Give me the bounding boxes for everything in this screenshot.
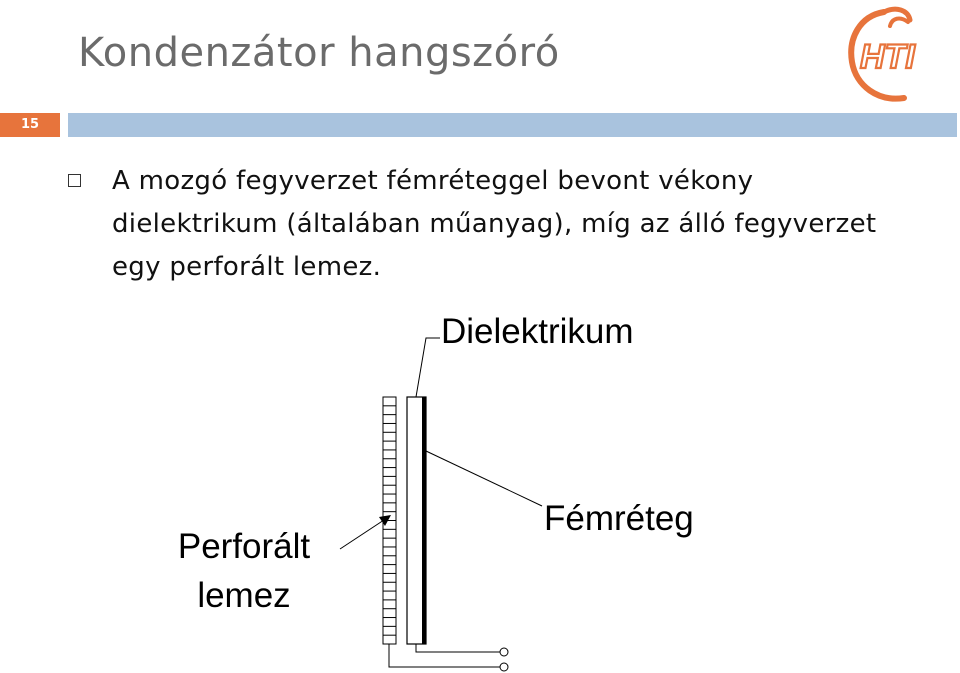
plate-wire	[389, 644, 500, 667]
membrane-wire	[416, 644, 500, 652]
terminal-top	[500, 648, 508, 656]
dielectric-label: Dielektrikum	[441, 312, 634, 351]
perforated-label-line2: lemez	[197, 576, 291, 615]
bullet-text: A mozgó fegyverzet fémréteggel bevont vékony dielektrikum (általában műanyag), míg az álló fegyverzet egy perforált lemez.	[112, 166, 877, 282]
perforated-leader	[340, 518, 387, 549]
metal-layer	[422, 397, 426, 644]
dielectric-leader	[416, 338, 440, 397]
metal-layer-label: Fémréteg	[544, 499, 694, 538]
metal-layer-leader	[426, 451, 542, 506]
slide-number: 15	[0, 113, 60, 137]
terminal-bottom	[500, 663, 508, 671]
perforated-label-line1: Perforált	[177, 527, 311, 566]
logo-text: HTI	[860, 38, 915, 76]
slide-title: Kondenzátor hangszóró	[78, 30, 560, 76]
